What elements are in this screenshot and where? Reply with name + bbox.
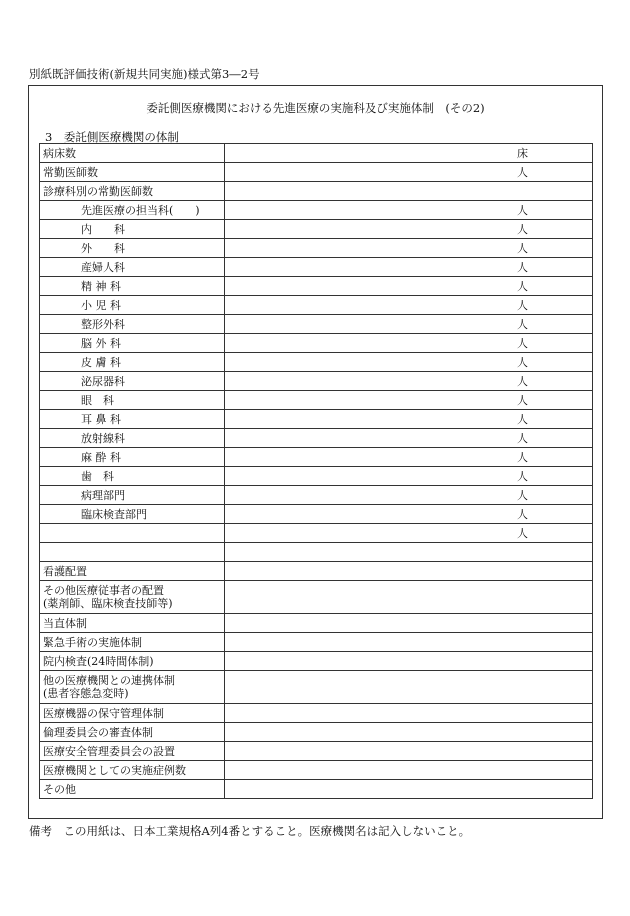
row-value-cell[interactable]: 人 xyxy=(225,448,593,467)
row-label: 院内検査(24時間体制) xyxy=(40,652,225,671)
table-row xyxy=(40,505,593,524)
row-label: 麻 酔 科 xyxy=(40,448,225,467)
table-row xyxy=(40,144,593,163)
row-label: 内 科 xyxy=(40,220,225,239)
table-row xyxy=(40,239,593,258)
row-label: 歯 科 xyxy=(40,467,225,486)
row-label: 医療機器の保守管理体制 xyxy=(40,704,225,723)
section-heading: 3 委託側医療機関の体制 xyxy=(45,130,179,144)
row-label: その他 xyxy=(40,780,225,799)
row-value-cell[interactable] xyxy=(225,761,593,780)
table-row xyxy=(40,524,593,543)
row-value-cell[interactable]: 人 xyxy=(225,277,593,296)
row-label: 常勤医師数 xyxy=(40,163,225,182)
row-label: 臨床検査部門 xyxy=(40,505,225,524)
row-value-cell[interactable]: 人 xyxy=(225,353,593,372)
row-label: 当直体制 xyxy=(40,614,225,633)
row-label: 診療科別の常勤医師数 xyxy=(40,182,225,201)
table-row xyxy=(40,614,593,633)
row-label: 医療機関としての実施症例数 xyxy=(40,761,225,780)
row-label: 緊急手術の実施体制 xyxy=(40,633,225,652)
row-value-cell[interactable]: 人 xyxy=(225,220,593,239)
row-label: 脳 外 科 xyxy=(40,334,225,353)
row-value-cell[interactable] xyxy=(225,614,593,633)
table-row xyxy=(40,761,593,780)
row-value-cell[interactable] xyxy=(225,652,593,671)
row-value-cell[interactable]: 人 xyxy=(225,163,593,182)
table-row xyxy=(40,353,593,372)
table-row xyxy=(40,780,593,799)
row-label: 泌尿器科 xyxy=(40,372,225,391)
table-row xyxy=(40,723,593,742)
table-row xyxy=(40,258,593,277)
row-value-cell[interactable] xyxy=(225,182,593,201)
row-value-cell[interactable]: 人 xyxy=(225,239,593,258)
row-value-cell[interactable] xyxy=(225,633,593,652)
row-value-cell[interactable]: 人 xyxy=(225,258,593,277)
row-label[interactable] xyxy=(40,524,225,543)
remarks-note: 備考 この用紙は、日本工業規格A列4番とすること。医療機関名は記入しないこと。 xyxy=(29,824,471,838)
table-row xyxy=(40,410,593,429)
row-value-cell[interactable]: 人 xyxy=(225,296,593,315)
row-label: 先進医療の担当科( ) xyxy=(40,201,225,220)
row-value-cell[interactable] xyxy=(225,562,593,581)
row-label: 耳 鼻 科 xyxy=(40,410,225,429)
row-label: 産婦人科 xyxy=(40,258,225,277)
row-value-cell[interactable]: 人 xyxy=(225,505,593,524)
row-label: 眼 科 xyxy=(40,391,225,410)
row-label: 医療安全管理委員会の設置 xyxy=(40,742,225,761)
table-row xyxy=(40,334,593,353)
row-value-cell[interactable]: 床 xyxy=(225,144,593,163)
table-row xyxy=(40,296,593,315)
table-row xyxy=(40,467,593,486)
table-row xyxy=(40,163,593,182)
table-row xyxy=(40,201,593,220)
table-row xyxy=(40,448,593,467)
table-row xyxy=(40,742,593,761)
table-row xyxy=(40,486,593,505)
row-value-cell[interactable]: 人 xyxy=(225,429,593,448)
row-label: 整形外科 xyxy=(40,315,225,334)
table-row xyxy=(40,671,593,704)
row-label: 小 児 科 xyxy=(40,296,225,315)
table-row xyxy=(40,562,593,581)
table-row xyxy=(40,652,593,671)
row-value-cell[interactable] xyxy=(225,742,593,761)
table-row xyxy=(40,315,593,334)
row-value-cell[interactable]: 人 xyxy=(225,524,593,543)
row-value-cell[interactable]: 人 xyxy=(225,372,593,391)
form-number: 別紙既評価技術(新規共同実施)様式第3―2号 xyxy=(29,67,260,81)
table-row xyxy=(40,277,593,296)
row-value-cell[interactable]: 人 xyxy=(225,315,593,334)
form-frame xyxy=(28,85,603,819)
row-label: 病理部門 xyxy=(40,486,225,505)
row-value-cell[interactable] xyxy=(225,543,593,562)
table-row xyxy=(40,429,593,448)
table-row xyxy=(40,182,593,201)
row-label: 外 科 xyxy=(40,239,225,258)
row-label: 精 神 科 xyxy=(40,277,225,296)
table-row xyxy=(40,581,593,614)
table-row xyxy=(40,543,593,562)
row-label: 病床数 xyxy=(40,144,225,163)
table-row xyxy=(40,391,593,410)
row-value-cell[interactable]: 人 xyxy=(225,391,593,410)
form-title: 委託側医療機関における先進医療の実施科及び実施体制 (その2) xyxy=(146,101,485,115)
table-row xyxy=(40,633,593,652)
row-value-cell[interactable]: 人 xyxy=(225,410,593,429)
row-value-cell[interactable] xyxy=(225,780,593,799)
row-value-cell[interactable] xyxy=(225,671,593,704)
row-label: 看護配置 xyxy=(40,562,225,581)
table-row xyxy=(40,220,593,239)
row-value-cell[interactable] xyxy=(225,581,593,614)
row-value-cell[interactable] xyxy=(225,723,593,742)
staffing-table xyxy=(39,143,593,799)
row-label[interactable] xyxy=(40,543,225,562)
table-row xyxy=(40,704,593,723)
row-value-cell[interactable]: 人 xyxy=(225,467,593,486)
row-label: 他の医療機関との連携体制 (患者容態急変時) xyxy=(40,671,225,704)
row-value-cell[interactable]: 人 xyxy=(225,486,593,505)
table-row xyxy=(40,372,593,391)
row-label: その他医療従事者の配置 (薬剤師、臨床検査技師等) xyxy=(40,581,225,614)
row-label: 倫理委員会の審査体制 xyxy=(40,723,225,742)
row-value-cell[interactable]: 人 xyxy=(225,201,593,220)
row-value-cell[interactable] xyxy=(225,704,593,723)
row-label: 皮 膚 科 xyxy=(40,353,225,372)
row-label: 放射線科 xyxy=(40,429,225,448)
row-value-cell[interactable]: 人 xyxy=(225,334,593,353)
